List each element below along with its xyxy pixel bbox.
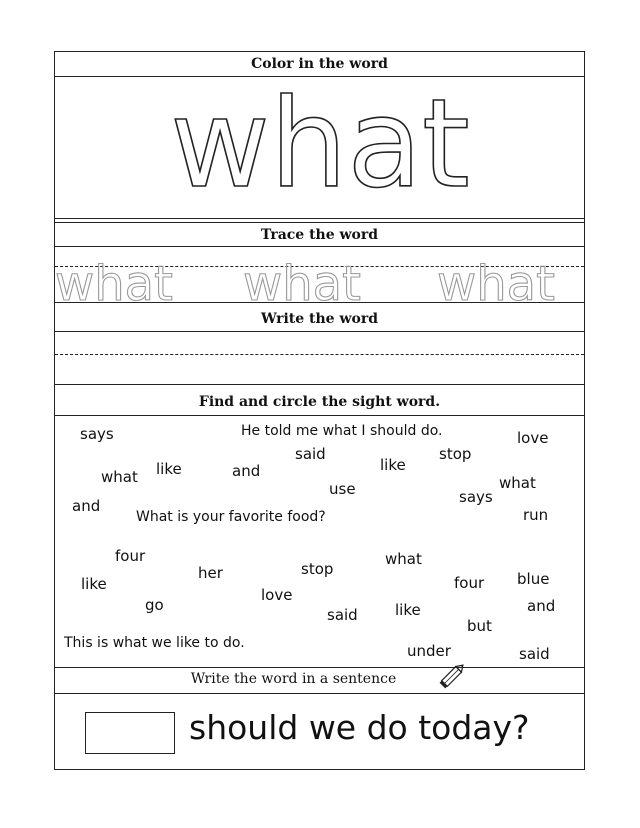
divider — [55, 384, 584, 385]
word-what: what — [499, 474, 536, 492]
word-stop: stop — [439, 445, 472, 463]
find-header: Find and circle the sight word. — [198, 394, 441, 410]
pencil-icon — [438, 660, 468, 690]
trace-words — [55, 259, 586, 305]
word-four: four — [115, 547, 146, 565]
write-midline — [55, 354, 584, 355]
sentence-header: Write the word in a sentence — [190, 671, 397, 687]
divider — [55, 331, 584, 332]
word-run: run — [523, 506, 549, 524]
word-and: and — [527, 597, 556, 615]
divider — [55, 246, 584, 247]
word-like: like — [380, 456, 406, 474]
divider — [55, 693, 584, 694]
word-said: said — [519, 645, 550, 663]
outlined-word — [55, 74, 586, 214]
word-under: under — [407, 642, 451, 660]
word-says: says — [80, 425, 114, 443]
sentence-2: What is your favorite food? — [136, 509, 326, 525]
word-like: like — [156, 460, 182, 478]
word-what: what — [385, 550, 422, 568]
trace-header: Trace the word — [260, 227, 379, 243]
write-header: Write the word — [260, 311, 379, 327]
word-but: but — [467, 617, 492, 635]
worksheet — [54, 51, 585, 770]
word-her: her — [198, 564, 223, 582]
divider — [55, 222, 584, 223]
word-love: love — [261, 586, 293, 604]
sentence-3: This is what we like to do. — [64, 635, 245, 651]
word-blue: blue — [517, 570, 550, 588]
svg-text:what: what — [243, 259, 361, 305]
divider — [55, 667, 584, 668]
color-header: Color in the word — [251, 56, 388, 72]
divider — [55, 218, 584, 219]
svg-text:what: what — [437, 259, 555, 305]
sentence-1: He told me what I should do. — [241, 423, 443, 439]
answer-box[interactable] — [85, 712, 175, 754]
word-stop: stop — [301, 560, 334, 578]
word-and: and — [232, 462, 261, 480]
word-like: like — [395, 601, 421, 619]
word-what: what — [101, 468, 138, 486]
word-four: four — [454, 574, 485, 592]
word-and: and — [72, 497, 101, 515]
svg-text:what: what — [170, 74, 470, 214]
sentence-text: should we do today? — [189, 708, 530, 747]
word-use: use — [329, 480, 356, 498]
divider — [55, 302, 584, 303]
word-go: go — [145, 596, 164, 614]
divider — [55, 415, 584, 416]
word-said: said — [295, 445, 326, 463]
svg-text:what: what — [55, 259, 173, 305]
word-said: said — [327, 606, 358, 624]
word-love: love — [517, 429, 549, 447]
word-like: like — [81, 575, 107, 593]
word-says: says — [459, 488, 493, 506]
